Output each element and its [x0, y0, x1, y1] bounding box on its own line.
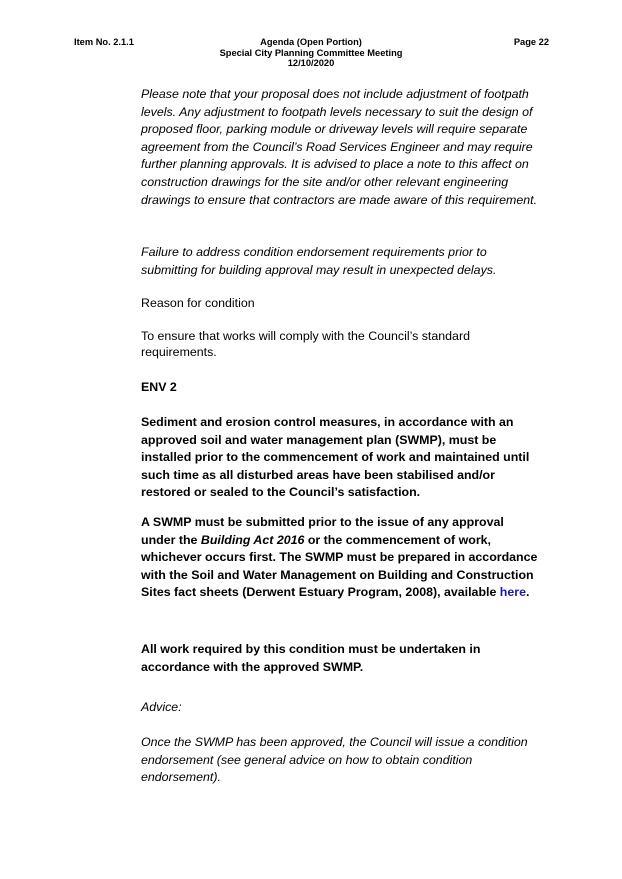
swmp-text-middle: or the commencement of work, whichever occurs first. The SWMP must be prepared in accordance with the Soil and Water Management on Building and Construction Sites fact sheets (Derwent Estuary Program, 2008), available	[141, 532, 538, 600]
building-act-reference: Building Act 2016	[200, 532, 305, 547]
item-number: Item No. 2.1.1	[74, 37, 134, 47]
swmp-text-start: A SWMP must be submitted prior to the issue of any approval under the	[141, 515, 504, 547]
reason-heading: Reason for condition	[141, 296, 255, 310]
fact-sheets-link[interactable]: here	[499, 585, 526, 600]
endorsement-warning-paragraph: Failure to address condition endorsement requirements prior to submitting for building approval may result in unexpected delays.	[141, 245, 497, 277]
swmp-submission-paragraph	[141, 514, 541, 602]
agenda-title: Agenda (Open Portion)	[260, 37, 362, 47]
page-number: Page 22	[513, 37, 549, 47]
footpath-note-paragraph: Please note that your proposal does not include adjustment of footpath levels. Any adjustment to footpath levels necessary to suit the design of proposed floor, parking module or driveway levels will require separate agreement from the Council’s Road Services Engineer and may require further planning approvals. It is advised to place a note to this affect on construction drawings for the site and/or other relevant engineering drawings to ensure that contractors are made aware of this requirement.	[141, 87, 538, 207]
swmp-text-end: .	[525, 585, 530, 600]
advice-text: Once the SWMP has been approved, the Council will issue a condition endorsement (see general advice on how to obtain condition endorsement).	[141, 735, 528, 785]
sediment-control-paragraph: Sediment and erosion control measures, in accordance with an approved soil and water management plan (SWMP), must be installed prior to the commencement of work and maintained until such time as all disturbed areas have been stabilised and/or restored or sealed to the Council’s satisfaction.	[141, 415, 530, 500]
condition-heading: ENV 2	[141, 380, 177, 394]
page-header	[0, 37, 622, 73]
meeting-date: 12/10/2020	[287, 58, 335, 68]
reason-text: To ensure that works will comply with the Council’s standard requirements.	[141, 329, 470, 359]
advice-heading: Advice:	[141, 700, 182, 714]
swmp-compliance-paragraph: All work required by this condition must be undertaken in accordance with the approved SWMP.	[141, 642, 481, 674]
meeting-name: Special City Planning Committee Meeting	[219, 47, 403, 58]
